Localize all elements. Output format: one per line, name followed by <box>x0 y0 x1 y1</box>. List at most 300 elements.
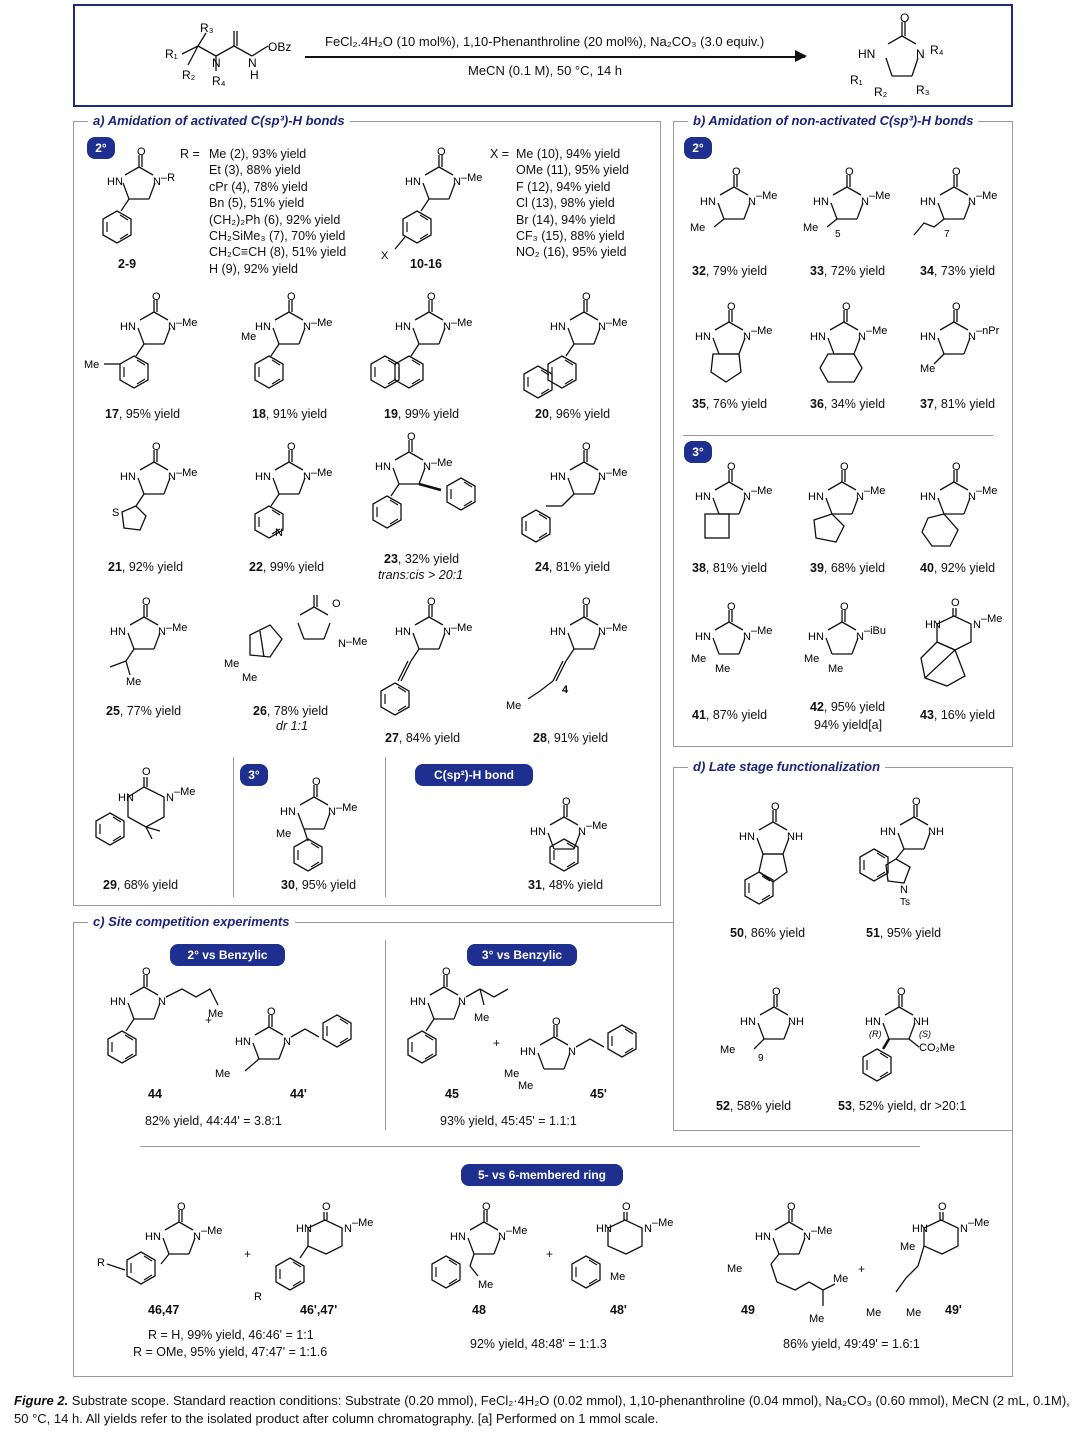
structure-35 <box>695 300 795 380</box>
svg-text:–Me: –Me <box>461 172 483 184</box>
svg-text:Me: Me <box>866 1307 882 1319</box>
svg-text:N: N <box>168 321 176 333</box>
svg-text:–Me: –Me <box>652 1217 674 1229</box>
svg-text:O: O <box>582 596 591 608</box>
structure-48-prime <box>560 1200 690 1300</box>
structure-27 <box>375 595 495 725</box>
svg-text:(R): (R) <box>869 1029 882 1039</box>
svg-text:O: O <box>287 441 296 453</box>
structure-49-prime <box>866 1200 1006 1320</box>
svg-text:7: 7 <box>944 229 950 240</box>
svg-text:HN: HN <box>120 321 136 333</box>
nh-h-label: H <box>250 68 259 82</box>
svg-text:Me: Me <box>474 1012 490 1024</box>
label-40: 40, 92% yield <box>920 561 996 575</box>
structure-33 <box>803 165 903 245</box>
svg-text:N: N <box>443 626 451 638</box>
svg-text:N: N <box>344 1223 352 1235</box>
svg-text:Me: Me <box>809 1313 825 1325</box>
caption-lead: Figure 2. <box>14 1393 69 1408</box>
svg-text:O: O <box>727 601 736 613</box>
svg-text:HN: HN <box>280 806 296 818</box>
svg-text:–Me: –Me <box>869 190 891 202</box>
structure-41 <box>691 600 795 680</box>
svg-text:X: X <box>381 250 389 262</box>
svg-text:N: N <box>960 1223 968 1235</box>
label-22: 22, 99% yield <box>249 560 325 574</box>
svg-text:O: O <box>137 146 146 158</box>
svg-text:HN: HN <box>145 1231 161 1243</box>
label-35: 35, 76% yield <box>692 397 768 411</box>
r-prefix: R = <box>180 147 200 161</box>
svg-text:HN: HN <box>880 826 896 838</box>
svg-text:R₄: R₄ <box>930 43 944 57</box>
label-18: 18, 91% yield <box>252 407 328 421</box>
svg-text:S: S <box>112 507 120 519</box>
label-44: 44 <box>148 1087 162 1101</box>
structure-19 <box>365 290 485 390</box>
structure-34 <box>910 165 1010 245</box>
badge-secondary: 2° <box>87 137 115 159</box>
svg-text:N: N <box>861 196 869 208</box>
label-10-16: 10-16 <box>410 257 442 271</box>
svg-text:Ts: Ts <box>900 897 910 908</box>
svg-text:N: N <box>916 47 925 61</box>
svg-text:NH: NH <box>788 1016 804 1028</box>
structure-39 <box>808 460 908 550</box>
svg-text:O: O <box>442 966 451 978</box>
svg-text:–Me: –Me <box>176 467 198 479</box>
label-46-47-prime: 46',47' <box>300 1303 338 1317</box>
svg-text:Me: Me <box>506 700 522 712</box>
svg-text:–Me: –Me <box>756 190 778 202</box>
label-37: 37, 81% yield <box>920 397 996 411</box>
structure-45-prime <box>500 1015 650 1105</box>
conditions-top: FeCl₂.4H₂O (10 mol%), 1,10-Phenanthroline (20 mol%), Na₂CO₃ (3.0 equiv.) <box>325 34 765 49</box>
structure-53 <box>855 985 975 1085</box>
svg-text:O: O <box>427 291 436 303</box>
svg-text:HN: HN <box>395 321 411 333</box>
svg-text:HN: HN <box>912 1223 928 1235</box>
product-structure <box>850 11 990 104</box>
label-43: 43, 16% yield <box>920 708 996 722</box>
label-44-prime: 44' <box>290 1087 307 1101</box>
svg-text:HN: HN <box>110 626 126 638</box>
label-17: 17, 95% yield <box>105 407 181 421</box>
figure-caption <box>14 1392 1074 1428</box>
svg-text:O: O <box>177 1201 186 1213</box>
structure-22 <box>235 440 345 540</box>
svg-text:N: N <box>423 461 431 473</box>
svg-text:N: N <box>193 1231 201 1243</box>
svg-text:Me: Me <box>727 1263 743 1275</box>
svg-text:Me: Me <box>610 1271 626 1283</box>
svg-text:R: R <box>254 1291 262 1303</box>
label-49-prime: 49' <box>945 1303 962 1317</box>
svg-text:HN: HN <box>925 619 941 631</box>
svg-text:HN: HN <box>596 1223 612 1235</box>
svg-text:HN: HN <box>110 996 126 1008</box>
svg-text:O: O <box>142 966 151 978</box>
badge-3-vs-benzylic: 3° vs Benzylic <box>467 944 577 966</box>
svg-text:HN: HN <box>450 1231 466 1243</box>
result-c1: 82% yield, 44:44' = 3.8:1 <box>145 1114 282 1128</box>
svg-text:Me: Me <box>906 1307 922 1319</box>
svg-text:Me: Me <box>833 1273 849 1285</box>
label-33: 33, 72% yield <box>810 264 886 278</box>
svg-text:N: N <box>303 321 311 333</box>
svg-text:HN: HN <box>550 626 566 638</box>
svg-text:HN: HN <box>375 461 391 473</box>
svg-text:Me: Me <box>715 663 731 675</box>
svg-text:R₁: R₁ <box>850 73 863 87</box>
label-21: 21, 92% yield <box>108 560 184 574</box>
svg-text:N: N <box>748 196 756 208</box>
svg-text:HN: HN <box>740 1016 756 1028</box>
svg-text:NH: NH <box>913 1016 929 1028</box>
svg-text:HN: HN <box>808 491 824 503</box>
svg-text:(S): (S) <box>919 1029 931 1039</box>
svg-text:Me: Me <box>504 1068 520 1080</box>
svg-text:O: O <box>727 461 736 473</box>
note-26: dr 1:1 <box>276 719 308 733</box>
svg-text:HN: HN <box>700 196 716 208</box>
svg-text:HN: HN <box>255 321 271 333</box>
svg-text:N: N <box>498 1231 506 1243</box>
svg-text:HN: HN <box>865 1016 881 1028</box>
svg-text:–Me: –Me <box>431 457 453 469</box>
label-19: 19, 99% yield <box>384 407 460 421</box>
obz-label: OBz <box>268 40 292 54</box>
svg-text:HN: HN <box>255 471 271 483</box>
svg-text:–Me: –Me <box>311 317 333 329</box>
structure-25 <box>100 595 210 695</box>
result-c4: 92% yield, 48:48' = 1:1.3 <box>470 1337 607 1351</box>
badge-2-vs-benzylic: 2° vs Benzylic <box>170 944 285 966</box>
svg-text:R₃: R₃ <box>916 83 930 97</box>
svg-text:HN: HN <box>695 631 711 643</box>
svg-text:N: N <box>453 176 461 188</box>
label-48-prime: 48' <box>610 1303 627 1317</box>
conditions-bottom: MeCN (0.1 M), 50 °C, 14 h <box>468 63 623 78</box>
svg-text:–R: –R <box>161 172 176 184</box>
svg-text:–Me: –Me <box>506 1225 528 1237</box>
svg-text:O: O <box>840 601 849 613</box>
svg-text:Me: Me <box>920 363 936 375</box>
svg-text:HN: HN <box>920 196 936 208</box>
svg-text:NH: NH <box>928 826 944 838</box>
badge-ring-size: 5- vs 6-membered ring <box>461 1164 623 1186</box>
svg-text:–nPr: –nPr <box>976 325 1000 337</box>
svg-text:N: N <box>598 471 606 483</box>
svg-text:N: N <box>644 1223 652 1235</box>
svg-text:O: O <box>952 461 961 473</box>
svg-text:N: N <box>973 619 981 631</box>
svg-text:–Me: –Me <box>976 485 998 497</box>
result-c3-1: R = H, 99% yield, 46:46' = 1:1 <box>148 1328 314 1342</box>
label-45-prime: 45' <box>590 1087 607 1101</box>
label-48: 48 <box>472 1303 486 1317</box>
label-45: 45 <box>445 1087 459 1101</box>
svg-text:N: N <box>900 884 908 896</box>
svg-text:O: O <box>482 1201 491 1213</box>
svg-text:O: O <box>437 146 446 158</box>
structure-18 <box>235 290 345 390</box>
structure-42 <box>804 600 908 680</box>
svg-text:O: O <box>312 776 321 788</box>
label-38: 38, 81% yield <box>692 561 768 575</box>
svg-text:–Me: –Me <box>751 325 773 337</box>
svg-text:HN: HN <box>695 491 711 503</box>
note-42: 94% yield[a] <box>814 718 883 732</box>
svg-text:HN: HN <box>410 996 426 1008</box>
svg-text:HN: HN <box>296 1223 312 1235</box>
label-2-9: 2-9 <box>118 257 137 271</box>
svg-text:HN: HN <box>550 321 566 333</box>
structure-44-prime <box>215 1005 365 1085</box>
svg-text:Me: Me <box>720 1044 736 1056</box>
structure-26 <box>220 595 368 695</box>
svg-text:N: N <box>743 331 751 343</box>
result-c3-2: R = OMe, 95% yield, 47:47' = 1:1.6 <box>133 1345 328 1359</box>
label-23: 23, 32% yield <box>384 552 460 566</box>
svg-text:HN: HN <box>808 631 824 643</box>
svg-text:O: O <box>845 166 854 178</box>
svg-text:–Me: –Me <box>866 325 888 337</box>
structure-31 <box>530 795 640 875</box>
svg-text:HN: HN <box>395 626 411 638</box>
svg-text:–Me: –Me <box>606 467 628 479</box>
svg-text:O: O <box>952 301 961 313</box>
svg-text:HN: HN <box>813 196 829 208</box>
svg-text:N: N <box>158 626 166 638</box>
svg-text:O: O <box>407 431 416 443</box>
structure-46-47 <box>95 1200 245 1300</box>
section-b-title: b) Amidation of non-activated C(sp³)-H bonds <box>688 113 978 128</box>
svg-text:–iBu: –iBu <box>864 625 887 637</box>
r4-label: R₄ <box>212 74 226 88</box>
x-substituent-list: Me (10), 94% yield OMe (11), 95% yield F (12), 94% yield Cl (13), 98% yield Br (14), 94% yield CF₃ (15), 88% yield NO₂ (16), 95% yield <box>516 147 630 260</box>
svg-text:–Me: –Me <box>751 625 773 637</box>
svg-text:O: O <box>152 441 161 453</box>
structure-2-9 <box>95 145 185 245</box>
r3-label: R₃ <box>200 21 214 35</box>
svg-text:–Me: –Me <box>968 1217 990 1229</box>
result-c5: 86% yield, 49:49' = 1.6:1 <box>783 1337 920 1351</box>
r-substituent-list: Me (2), 93% yield Et (3), 88% yield cPr (4), 78% yield Bn (5), 51% yield (CH₂)₂Ph (6), 92% yield CH₂SiMe₃ (7), 70% yield CH₂C≡CH (8), 51% yield H (9), 92% yield <box>209 147 347 276</box>
svg-text:O: O <box>952 166 961 178</box>
svg-text:5: 5 <box>835 229 841 240</box>
svg-text:N: N <box>856 631 864 643</box>
label-42: 42, 95% yield <box>810 700 886 714</box>
svg-text:Me: Me <box>690 222 706 234</box>
svg-text:O: O <box>582 291 591 303</box>
label-31: 31, 48% yield <box>528 878 604 892</box>
svg-text:Me: Me <box>276 828 292 840</box>
svg-text:N: N <box>275 527 283 539</box>
svg-text:O: O <box>287 291 296 303</box>
svg-text:O: O <box>267 1006 276 1018</box>
svg-text:O: O <box>427 596 436 608</box>
arrowhead-icon <box>795 50 807 62</box>
badge-sp2: C(sp²)-H bond <box>415 764 533 786</box>
svg-text:HN: HN <box>118 792 134 804</box>
label-32: 32, 79% yield <box>692 264 768 278</box>
svg-text:HN: HN <box>235 1036 251 1048</box>
svg-text:N: N <box>338 638 346 650</box>
label-26: 26, 78% yield <box>253 704 329 718</box>
label-50: 50, 86% yield <box>730 926 806 940</box>
r2-label: R₂ <box>182 68 196 82</box>
reactant-structure <box>160 21 300 96</box>
structure-30 <box>270 775 380 875</box>
svg-text:O: O <box>772 986 781 998</box>
svg-text:HN: HN <box>120 471 136 483</box>
svg-text:CO₂Me: CO₂Me <box>919 1042 956 1054</box>
svg-text:NH: NH <box>787 831 803 843</box>
reaction-arrow <box>305 56 805 58</box>
svg-text:HN: HN <box>520 1046 536 1058</box>
svg-text:O: O <box>622 1201 631 1213</box>
svg-text:O: O <box>322 1201 331 1213</box>
svg-text:Me: Me <box>241 331 257 343</box>
svg-text:–Me: –Me <box>311 467 333 479</box>
svg-text:HN: HN <box>695 331 711 343</box>
svg-text:Me: Me <box>478 1279 494 1291</box>
result-c2: 93% yield, 45:45' = 1.1:1 <box>440 1114 577 1128</box>
svg-text:N: N <box>578 826 586 838</box>
label-36: 36, 34% yield <box>810 397 886 411</box>
reaction-scheme <box>73 4 1013 107</box>
r1-label: R₁ <box>165 47 178 61</box>
svg-text:4: 4 <box>562 684 569 696</box>
svg-text:O: O <box>938 1201 947 1213</box>
svg-text:N: N <box>743 491 751 503</box>
structure-40 <box>920 460 1020 550</box>
structure-38 <box>695 460 795 550</box>
svg-text:O: O <box>732 166 741 178</box>
label-30: 30, 95% yield <box>281 878 357 892</box>
structure-29 <box>90 765 210 865</box>
svg-text:HN: HN <box>810 331 826 343</box>
svg-text:O: O <box>152 291 161 303</box>
svg-text:–Me: –Me <box>336 802 358 814</box>
svg-text:HN: HN <box>755 1231 771 1243</box>
svg-text:HN: HN <box>858 47 876 61</box>
svg-text:Me: Me <box>691 653 707 665</box>
label-25: 25, 77% yield <box>106 704 182 718</box>
svg-text:N: N <box>803 1231 811 1243</box>
structure-48 <box>420 1200 540 1300</box>
svg-text:O: O <box>562 796 571 808</box>
svg-text:HN: HN <box>920 491 936 503</box>
svg-text:N: N <box>968 331 976 343</box>
svg-text:O: O <box>951 597 960 609</box>
structure-20 <box>510 290 640 390</box>
structure-10-16 <box>381 145 485 262</box>
structure-37 <box>920 300 1020 380</box>
label-52: 52, 58% yield <box>716 1099 792 1113</box>
svg-text:N: N <box>856 491 864 503</box>
x-prefix: X = <box>490 147 510 161</box>
svg-text:–Me: –Me <box>176 317 198 329</box>
caption-text: Substrate scope. Standard reaction conditions: Substrate (0.20 mmol), FeCl₂·4H₂O (0.02 mmol), 1,10-phenanthroline (0.04 mmol), Na₂CO₃ (0.60 mmol), MeCN (2 mL, 0.1M), 50 °C, 14 h. All yields refer to the isolated product after column chromatography. [a] Performed on 1 mmol scale. <box>14 1393 1070 1426</box>
svg-text:Me: Me <box>84 359 100 371</box>
label-51: 51, 95% yield <box>866 926 942 940</box>
svg-text:–Me: –Me <box>606 317 628 329</box>
svg-text:Me: Me <box>828 663 844 675</box>
structure-32 <box>690 165 790 245</box>
section-d-title: d) Late stage functionalization <box>688 759 885 774</box>
structure-28 <box>506 595 640 725</box>
note-23: trans:cis > 20:1 <box>378 568 464 582</box>
svg-text:N: N <box>443 321 451 333</box>
svg-text:–Me: –Me <box>451 622 473 634</box>
label-27: 27, 84% yield <box>385 731 461 745</box>
structure-24 <box>510 440 640 550</box>
svg-text:N: N <box>858 331 866 343</box>
label-41: 41, 87% yield <box>692 708 768 722</box>
nh-n-label: N <box>248 56 257 70</box>
structure-52 <box>720 985 820 1075</box>
svg-text:R₂: R₂ <box>874 85 888 99</box>
svg-text:HN: HN <box>739 831 755 843</box>
label-46-47: 46,47 <box>148 1303 180 1317</box>
svg-text:–Me: –Me <box>166 622 188 634</box>
svg-text:N: N <box>303 471 311 483</box>
svg-text:O: O <box>840 461 849 473</box>
svg-text:O: O <box>552 1016 561 1028</box>
svg-text:N: N <box>598 626 606 638</box>
n-label: N <box>212 56 221 70</box>
svg-text:HN: HN <box>550 471 566 483</box>
svg-text:O: O <box>332 598 341 610</box>
structure-46-47-prime <box>250 1200 390 1310</box>
svg-text:N: N <box>458 996 466 1008</box>
svg-text:O: O <box>912 796 921 808</box>
svg-text:Me: Me <box>242 672 258 684</box>
svg-text:–Me: –Me <box>174 786 196 798</box>
svg-text:O: O <box>787 1201 796 1213</box>
svg-text:Me: Me <box>215 1068 231 1080</box>
svg-text:O: O <box>582 441 591 453</box>
svg-text:–Me: –Me <box>346 636 368 648</box>
section-c-title: c) Site competition experiments <box>88 914 295 929</box>
svg-text:O: O <box>900 11 910 25</box>
label-24: 24, 81% yield <box>535 560 611 574</box>
structure-51 <box>860 795 970 908</box>
badge-tertiary-b: 3° <box>684 441 712 463</box>
label-20: 20, 96% yield <box>535 407 611 421</box>
label-34: 34, 73% yield <box>920 264 996 278</box>
svg-text:N: N <box>158 996 166 1008</box>
svg-text:9: 9 <box>758 1053 764 1064</box>
svg-text:HN: HN <box>530 826 546 838</box>
svg-text:Me: Me <box>900 1241 916 1253</box>
svg-text:–Me: –Me <box>352 1217 374 1229</box>
svg-text:O: O <box>142 596 151 608</box>
svg-text:–Me: –Me <box>751 485 773 497</box>
svg-text:N: N <box>743 631 751 643</box>
svg-text:–Me: –Me <box>864 485 886 497</box>
svg-text:Me: Me <box>126 676 142 688</box>
label-28: 28, 91% yield <box>533 731 609 745</box>
label-39: 39, 68% yield <box>810 561 886 575</box>
structure-17 <box>84 290 210 390</box>
structure-50 <box>735 800 835 900</box>
section-a-title: a) Amidation of activated C(sp³)-H bonds <box>88 113 350 128</box>
svg-text:N: N <box>153 176 161 188</box>
